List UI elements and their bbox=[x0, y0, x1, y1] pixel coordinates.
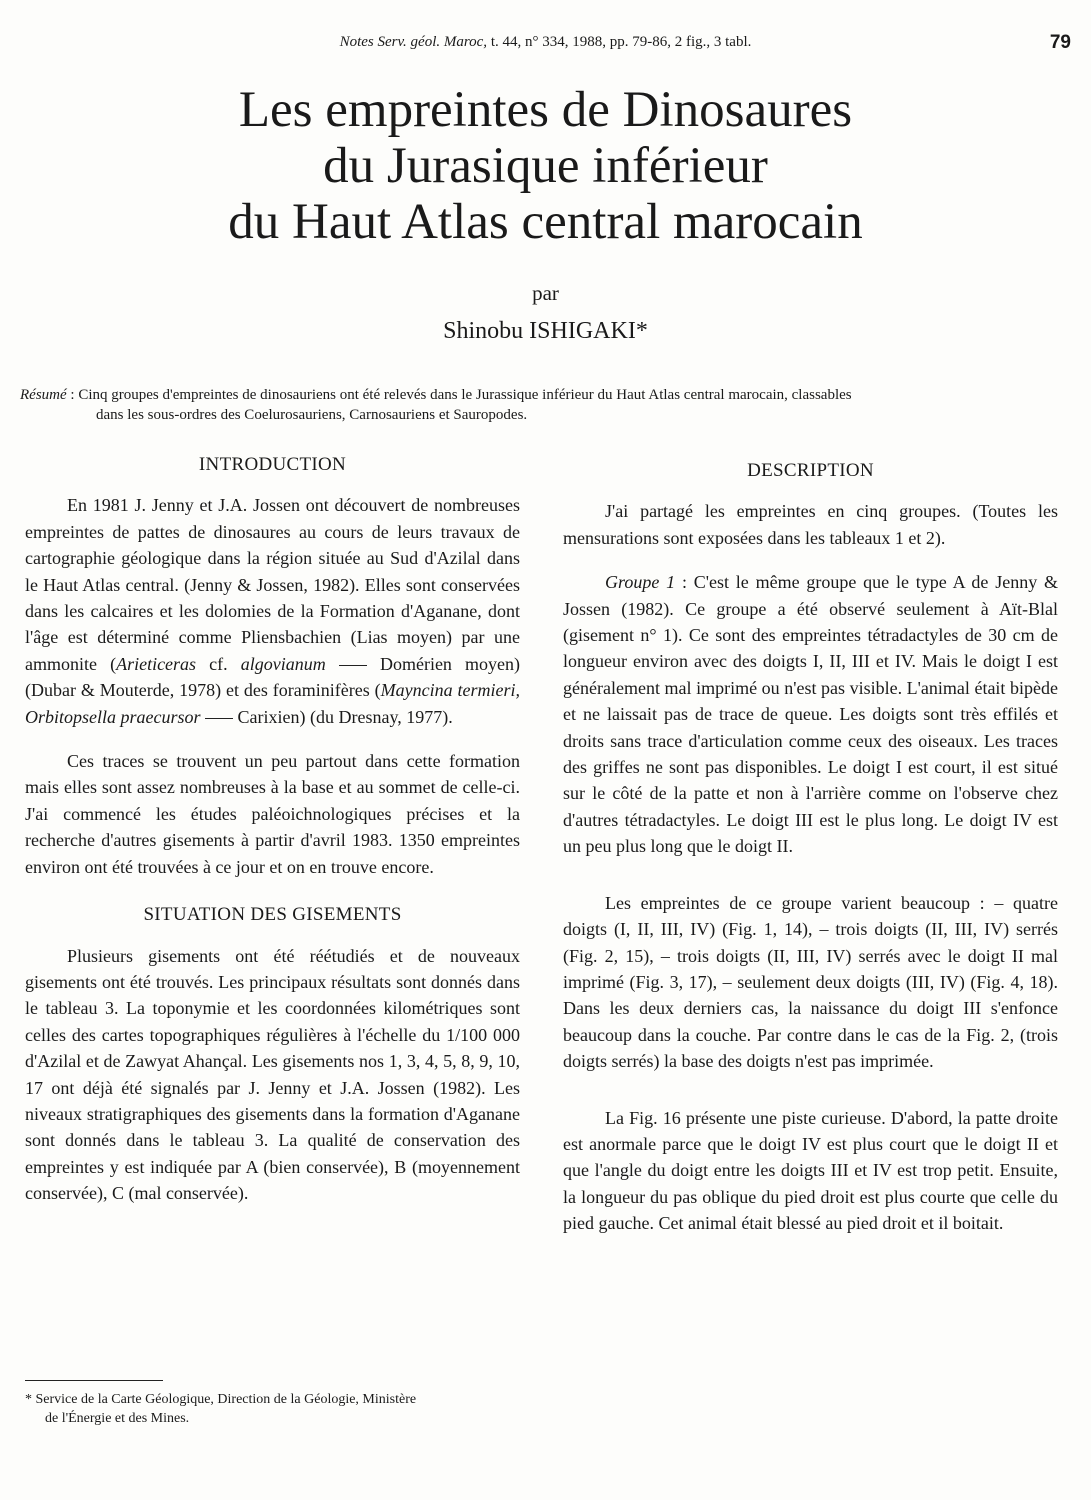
description-paragraph-3: Les empreintes de ce groupe varient beaucoup : – quatre doigts (I, II, III, IV) (Fig. 1, 14), – trois doigts (II, III, IV) serrés (Fig. 2, 15), – trois doigts (II, III, IV) serrés avec le doigt II mal imprimé (Fig. 3, 17), – seulement deux doigts (III, IV) (Fig. 4, 18). Dans les deux derniers cas, la naissance du doigt III s'enfonce beaucoup dans la couche. Par contre dans le cas de la Fig. 2, (trois doigts serrés) la base des doigts n'est pas imprimée. bbox=[563, 892, 1058, 1072]
introduction-heading: INTRODUCTION bbox=[198, 454, 347, 475]
situation-heading: SITUATION DES GISEMENTS bbox=[143, 904, 402, 926]
left-column bbox=[25, 452, 520, 1207]
description-paragraph-4: La Fig. 16 présente une piste curieuse. D'abord, la patte droite est anormale parce que le doigt IV est plus court que le doigt II et que l'angle du doigt entre les doigts III et IV est trop petit. Ensuite, la longueur du pas oblique du pied droit est plus courte que celle du pied gauche. Cet animal était blessé au pied droit et il boitait. bbox=[563, 1107, 1058, 1234]
footnote-line-1: * Service de la Carte Géologique, Direction de la Géologie, Ministère bbox=[25, 1392, 417, 1407]
intro-p1-text-c: Domérien moyen) (Dubar & Mouterde, 1978) et des foraminifères ( bbox=[25, 653, 521, 701]
footnote-rule bbox=[25, 1380, 163, 1381]
intro-p1-italic-2: algovianum bbox=[240, 653, 326, 674]
title-line-2: du Jurasique inférieur bbox=[323, 138, 768, 194]
abstract-line-1: : Cinq groupes d'empreintes de dinosauriens ont été relevés dans le Jurassique inférieur du Haut Atlas central marocain, classables bbox=[66, 387, 852, 403]
byline-par: par bbox=[532, 281, 559, 305]
journal-details: t. 44, n° 334, 1988, pp. 79-86, 2 fig., 3 tabl. bbox=[490, 34, 752, 50]
description-heading: DESCRIPTION bbox=[747, 460, 874, 481]
dash-rule bbox=[339, 665, 367, 666]
description-paragraph-2 bbox=[563, 569, 1058, 859]
abstract-label: Résumé bbox=[20, 387, 67, 403]
intro-p1-text-b: cf. bbox=[196, 653, 241, 674]
intro-p1-italic-1: Arieticeras bbox=[116, 653, 197, 674]
abstract-line-2: dans les sous-ordres des Coelurosauriens, Carnosauriens et Sauropodes. bbox=[96, 407, 528, 423]
footnote bbox=[25, 1390, 520, 1428]
author-name: Shinobu ISHIGAKI* bbox=[443, 318, 648, 344]
intro-p1-text-d: Carixien) (du Dresnay, 1977). bbox=[233, 706, 453, 727]
paper-title bbox=[0, 82, 1091, 250]
journal-name: Notes Serv. géol. Maroc, bbox=[339, 34, 488, 50]
groupe-1-text: : C'est le même groupe que le type A de Jenny & Jossen (1982). Ce groupe a été observé seulement à Aït-Blal (gisement n° 1). Ce sont des empreintes tétradactyles de 30 cm de longueur environ avec des doigts I, II, III et IV. Mais le doigt I est généralement mal imprimé ou n'est pas visible. L'animal était bipède et ne laissait pas de trace de queue. Les doigts sont très effilés et droits sans trace d'articulation comme ceux des oiseaux. Les traces des griffes ne sont pas disponibles. Le doigt I est court, il est situé sur le côté de la patte et non à l'arrière comme on l'observe chez d'autres tétradactyles. Le doigt III est le plus long. Le doigt IV est un peu plus long que le doigt II. bbox=[563, 572, 1058, 857]
description-paragraph-1: J'ai partagé les empreintes en cinq groupes. (Toutes les mensurations sont exposées dans les tableaux 1 et 2). bbox=[563, 501, 1058, 548]
intro-p1-italic-3: Mayncina termieri, Orbitopsella praecursor bbox=[25, 680, 520, 727]
introduction-paragraph-1 bbox=[25, 492, 520, 730]
running-header bbox=[0, 34, 1091, 51]
right-column bbox=[563, 458, 1058, 1237]
dash-rule bbox=[205, 718, 233, 719]
groupe-1-label: Groupe 1 bbox=[605, 572, 676, 593]
title-line-3: du Haut Atlas central marocain bbox=[228, 194, 863, 250]
abstract bbox=[20, 385, 1060, 425]
page-number: 79 bbox=[1049, 32, 1071, 53]
title-line-1: Les empreintes de Dinosaures bbox=[238, 82, 853, 138]
intro-p1-text-a: En 1981 J. Jenny et J.A. Jossen ont découvert de nombreuses empreintes de pattes de dinosaures au cours de leurs travaux de cartographie géologique dans la région située au Sud d'Azilal dans le Haut Atlas central. (Jenny & Jossen, 1982). Elles sont conservées dans les calcaires et les dolomies de la Formation d'Aganane, dont l'âge est déterminé comme Pliensbachien (Lias moyen) par une ammonite ( bbox=[25, 495, 520, 674]
introduction-paragraph-2: Ces traces se trouvent un peu partout dans cette formation mais elles sont assez nombreuses à la base et au sommet de celle-ci. J'ai commencé les études paléoichnologiques précises et la recherche d'autres gisements à partir d'avril 1983. 1350 empreintes environ ont été trouvées à ce jour et on en trouve encore. bbox=[25, 751, 520, 877]
byline bbox=[0, 280, 1091, 345]
situation-paragraph-1: Plusieurs gisements ont été réétudiés et de nouveaux gisements ont été trouvés. Les principaux résultats sont donnés dans le tableau 3. La toponymie et les coordonnées kilométriques sont celles des cartes topographiques régulières à l'échelle du 1/100 000 d'Azilal et de Zawyat Ahançal. Les gisements nos 1, 3, 4, 5, 8, 9, 10, 17 ont déjà été signalés par J. Jenny et J.A. Jossen (1982). Les niveaux stratigraphiques des gisements dans la formation d'Aganane sont donnés dans le tableau 3. La qualité de conservation des empreintes y est indiquée par A (bien conservée), B (moyennement conservée), C (mal conservée). bbox=[25, 945, 520, 1204]
footnote-line-2: de l'Énergie et des Mines. bbox=[45, 1411, 190, 1426]
